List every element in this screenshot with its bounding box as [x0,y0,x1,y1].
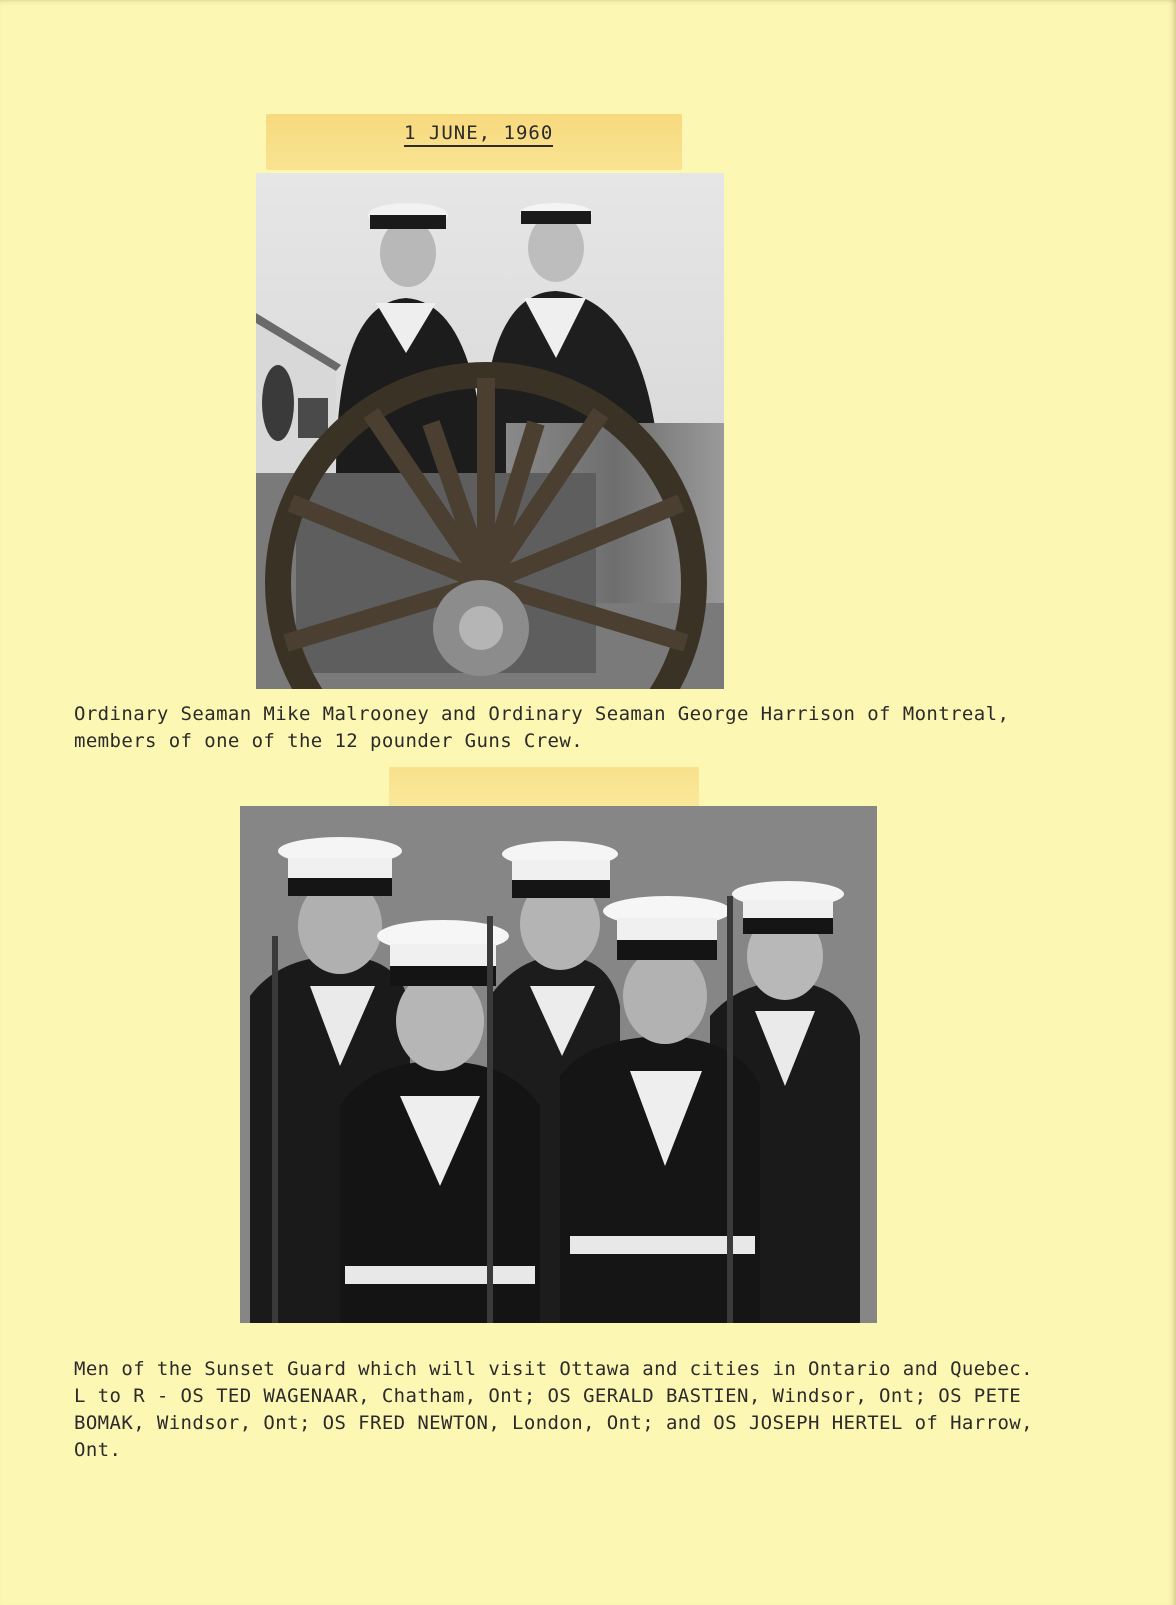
caption-line: members of one of the 12 pounder Guns Crew. [74,730,584,752]
date-heading: 1 JUNE, 1960 [404,122,553,147]
caption-line: L to R - OS TED WAGENAAR, Chatham, Ont; OS GERALD BASTIEN, Windsor, Ont; OS PETE [74,1385,1022,1407]
photo-gun-crew-image [256,173,724,689]
photo-sunset-guard [240,806,877,1323]
caption-line: Ordinary Seaman Mike Malrooney and Ordinary Seaman George Harrison of Montreal, [74,703,1010,725]
caption-line: Men of the Sunset Guard which will visit Ottawa and cities in Ontario and Quebec. [74,1358,1033,1380]
caption-line: BOMAK, Windsor, Ont; OS FRED NEWTON, London, Ont; and OS JOSEPH HERTEL of Harrow, [74,1412,1033,1434]
photo-sailors-gun-crew [256,173,724,689]
tape-strip-middle [389,767,699,807]
photo-sunset-guard-image [240,806,877,1323]
caption-gun-crew [74,701,1009,755]
caption-sunset-guard [74,1356,1033,1464]
caption-line: Ont. [74,1439,122,1461]
